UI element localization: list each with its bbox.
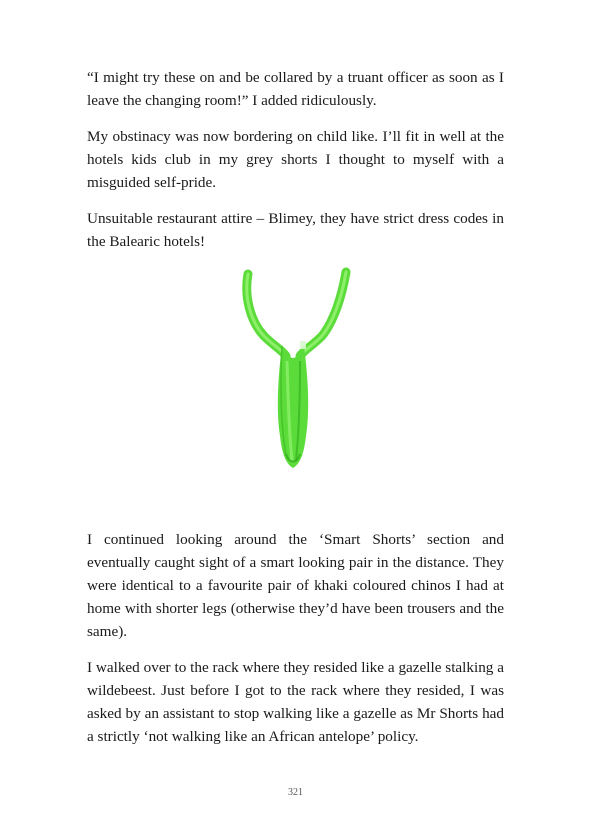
paragraph-3: Unsuitable restaurant attire – Blimey, they have strict dress codes in the Balearic hotels! <box>87 210 504 250</box>
paragraph-4: I continued looking around the ‘Smart Shorts’ section and eventually caught sight of a smart looking pair in the distance. They were identical to a favourite pair of khaki coloured chinos I had at home with shorter legs (otherwise they’d have been trousers and the same). <box>87 531 504 640</box>
swimsuit-image <box>87 266 504 506</box>
paragraph-2: My obstinacy was now bordering on child like. I’ll fit in well at the hotels kids club in my grey shorts I thought to myself with a misguided self-pride. <box>87 128 504 191</box>
paragraph-5: I walked over to the rack where they resided like a gazelle stalking a wildebeest. Just before I got to the rack where they resided, I was asked by an assistant to stop walking like a gazelle as Mr Shorts had a strictly ‘not walking like an African antelope’ policy. <box>87 659 504 745</box>
page-number: 321 <box>288 787 303 798</box>
paragraph-1: “I might try these on and be collared by a truant officer as soon as I leave the changing room!” I added ridiculously. <box>87 69 504 109</box>
page-content <box>87 66 504 761</box>
sling-swimsuit-illustration <box>242 266 352 476</box>
